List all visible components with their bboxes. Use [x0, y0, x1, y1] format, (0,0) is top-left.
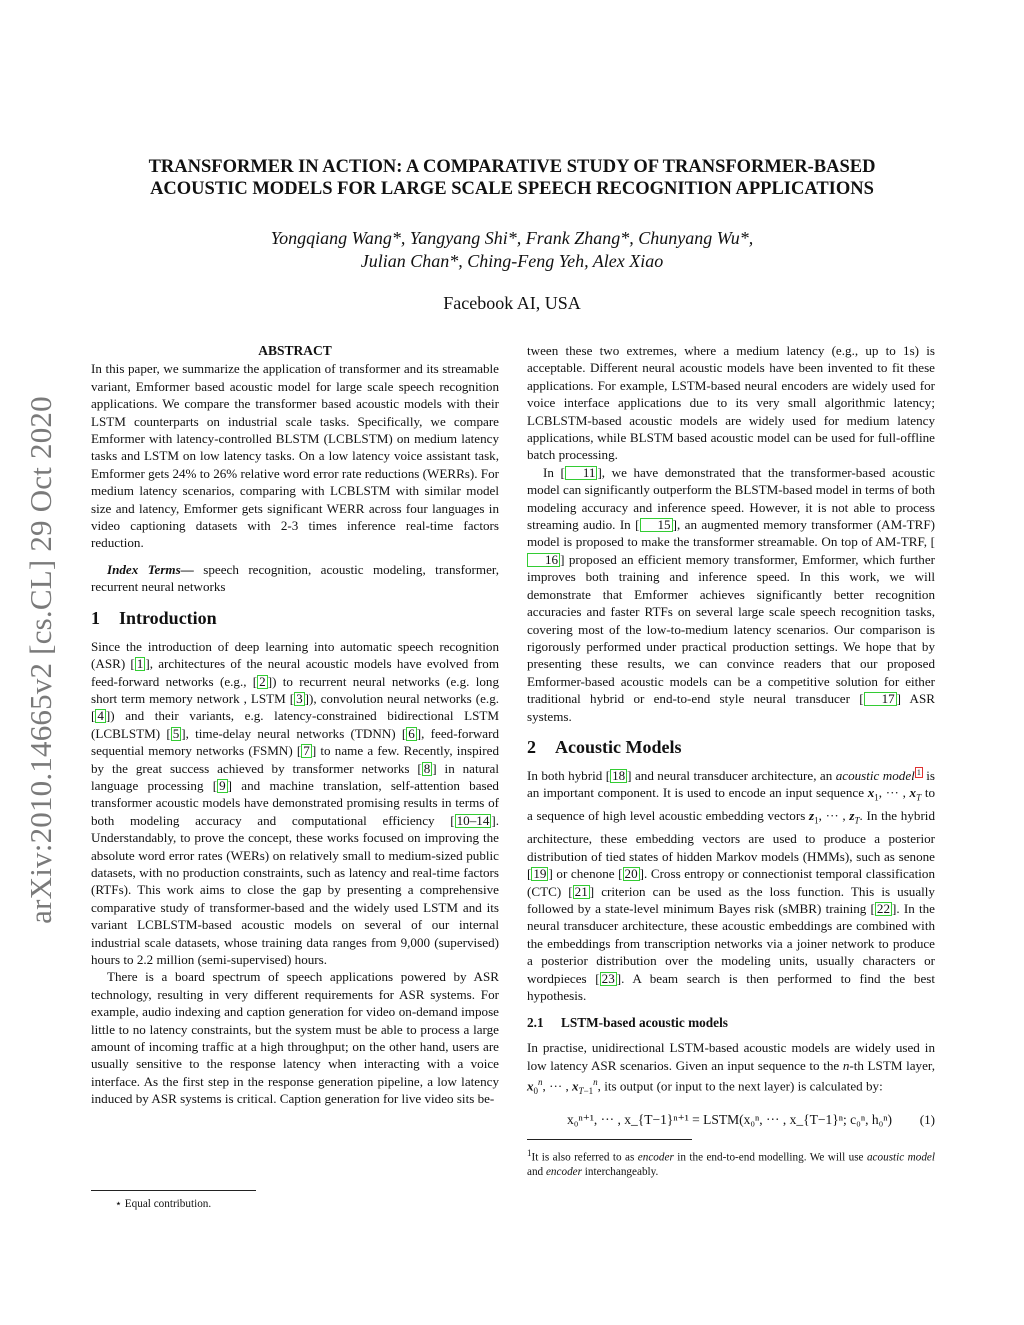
citation-link[interactable]: 22 [876, 901, 890, 916]
index-terms-label: Index Terms— [107, 561, 194, 577]
right-column [527, 342, 935, 1180]
citation-link[interactable]: 8 [423, 760, 431, 776]
acoustic-model-footnote: $^1$It is also referred to as encoder in the end-to-end modelling. We will use acoustic model and encoder interchangeably. [527, 1147, 935, 1179]
intro-paragraph-3: In [ 11 ], we have demonstrated that the transformer-based acoustic model can significantly outperform the BLSTM-based model in terms of both modeling accuracy and inference speed. However, it is not able to process streaming audio. In [ 15 ], an augmented memory transformer (AM-TRF) model is proposed to make the transformer streamable. On top of AM-TRF, [16 ] proposed an efficient memory transformer, Emformer, which further improves both training and inference speed. In this work, we will demonstrate that Emformer achieves significantly better recognition accuracies and faster RTFs on several large scale speech recognition tasks, covering most of the low-to-medium latency scenarios. Our comparison is rigorously performed under practical production settings. We hope that by presenting these results, we can convince readers that our proposed Emformer-based acoustic models can be a competitive solution for either traditional hybrid or end-to-end style neural transducer [ 17 ] ASR systems. [527, 464, 936, 724]
footnote-marker[interactable]: 1 [916, 767, 921, 777]
citation-link[interactable]: 4 [97, 708, 104, 724]
citation-link[interactable]: 15 [640, 518, 673, 532]
arxiv-identifier: arXiv:2010.14665v2 [cs.CL] 29 Oct 2020 [23, 396, 59, 924]
citation-link[interactable]: 21 [574, 883, 588, 899]
citation-link[interactable]: 19 [533, 866, 547, 882]
citation-link[interactable]: 2 [259, 673, 266, 689]
citation-link[interactable]: 7 [303, 743, 310, 759]
footnote-rule [527, 1139, 692, 1140]
authors-line-1: Yongqiang Wang*, Yangyang Shi*, Frank Zhang*, Chunyang Wu*, [270, 228, 754, 248]
index-terms-text: speech recognition, acoustic modeling, transformer, recurrent neural networks [91, 561, 500, 595]
citation-link[interactable]: 11 [565, 466, 598, 480]
equation-1-body: x₀ⁿ⁺¹, ··· , x_{T−1}ⁿ⁺¹ = LSTM(x₀ⁿ, ··· , x_{T−1}ⁿ; c₀ⁿ, h₀ⁿ) [567, 1111, 893, 1127]
citation-link[interactable]: 20 [624, 866, 638, 882]
left-column [91, 342, 499, 1108]
acoustic-models-paragraph: In both hybrid [ 18 ] and neural transducer architecture, an acoustic model $^1$ is an important component. It is used to encode an input sequence $x_1$, ··· , $x_T$ to a sequence of high level acoustic embedding vectors $z_1$, ··· , $z_T$. In the hybrid architecture, these embedding vectors are used to produce a posterior distribution of tied states of hidden Markov models (HMMs), such as senone [ 19 ] or chenone [ 20 ]. Cross entropy or connectionist temporal classification (CTC) [ 21 ] criterion can be used as the loss function. This is usually followed by a state-level minimum Bayes risk (sMBR) training [ 22 ]. In the neural transducer architecture, these acoustic embeddings are combined with the embeddings from transcription networks via a joiner network to produce a posterior distribution over the modeling units, usually characters or wordpieces [ 23 ]. A beam search is then performed to find the best hypothesis. [527, 767, 935, 1004]
citation-link[interactable]: 10–14 [456, 812, 490, 828]
affiliation: Facebook AI, USA [443, 293, 581, 313]
equation-1 [527, 1111, 935, 1133]
lstm-paragraph: In practise, unidirectional LSTM-based acoustic models are widely used in low latency ASR scenarios. Given an input sequence to the n-th LSTM layer, $x_0^n$, ··· , $x_{T-1}^n$, its output (or input to the next layer) is calculated by: [527, 1040, 935, 1097]
citation-link[interactable]: 16 [527, 553, 560, 567]
intro-paragraph-2-cont: tween these two extremes, where a medium latency (e.g., up to 1s) is acceptable. Different neural acoustic models have been invented to fit these applications. For example, LSTM-based neural encoders are widely used for voice interface applications due to its very small algorithmic latency; LCBLSTM-based acoustic models are widely used for medium latency applications, while BLSTM based acoustic model can be used for full-offline batch processing. [527, 343, 935, 463]
citation-link[interactable]: 18 [612, 767, 626, 783]
authors-line-2: Julian Chan*, Ching-Feng Yeh, Alex Xiao [360, 251, 664, 271]
intro-paragraph-2: There is a board spectrum of speech applications powered by ASR technology, resulting in very different requirements for ASR systems. For example, audio indexing and caption generation for video on-demand impose little to no latency constraints, but the system must be able to process a large amount of incoming traffic at a high throughput; on the other hand, users are usually sensitive to the response latency when interacting with a voice interface. As the first step in the response generation pipeline, a low latency induced by ASR systems is critical. Caption generation for live video sits be- [91, 969, 499, 1107]
paper-title [80, 156, 944, 200]
intro-paragraph-1: Since the introduction of deep learning into automatic speech recognition (ASR) [ 1 ], architectures of the neural acoustic models have evolved from feed-forward networks (e.g., [ 2 ]) to recurrent neural networks (e.g. long short term memory network , LSTM [ 3 ]), convolution neural networks (e.g. [ 4 ]) and their variants, e.g. latency-constrained bidirectional LSTM (LCBLSTM) [ 5 ], time-delay neural networks (TDNN) [ 6 ], feed-forward sequential memory networks (FSMN) [ 7 ] to name a few. Recently, inspired by the great success achieved by transformer networks [ 8 ] in natural language processing [ 9 ] and machine translation, self-attention based transformer acoustic models have demonstrated promising results in terms of both modeling accuracy and computational efficiency [ 10–14 ]. Understandably, to prove the concept, these works focused on improving the absolute word error rates (WERs) on relatively small to medium-sized public datasets, with no production constraints, such as latency and real-time factors (RTFs). This work aims to close the gap by presenting a comprehensive comparative study of transformer-based and the widely used LSTM and its variant LCBLSTM-based acoustic models on several of our internal industrial scale datasets, whose training data ranges from 9,000 (supervised) hours to 2.2 million (semi-supervised) hours. [91, 638, 500, 967]
title-line-2: ACOUSTIC MODELS FOR LARGE SCALE SPEECH RECOGNITION APPLICATIONS [150, 179, 874, 199]
abstract-heading: ABSTRACT [258, 343, 332, 358]
citation-link[interactable]: 1 [136, 656, 144, 672]
section-heading-acoustic-models: 2 Acoustic Models [527, 736, 682, 757]
equation-1-number: (1) [919, 1111, 935, 1127]
citation-link[interactable]: 5 [172, 725, 180, 741]
equal-contribution-footnote: ⋆ Equal contribution. [115, 1198, 212, 1210]
citation-link[interactable]: 17 [864, 692, 897, 706]
citation-link[interactable]: 23 [601, 970, 615, 986]
arxiv-sidebar [20, 340, 62, 980]
abstract-text: In this paper, we summarize the application of transformer and its streamable variant, Emformer based acoustic model for large scale speech recognition applications. We compare the transformer based acoustic models with their LSTM counterparts on industrial scale tasks. Specifically, we compare Emformer with latency-controlled BLSTM (LCBLSTM) on medium latency tasks and LSTM on low latency tasks. On a low latency voice assistant task, Emformer gets 24% to 26% relative word error rate reductions (WERRs). For medium latency scenarios, comparing with LCBLSTM with similar model size and latency, Emformer gets significant WERR across four languages in video captioning datasets with 2-3 times inference real-time factors reduction. [91, 361, 499, 551]
citation-link[interactable]: 3 [296, 690, 303, 706]
author-list [80, 227, 944, 273]
title-line-1: TRANSFORMER IN ACTION: A COMPARATIVE STUDY OF TRANSFORMER-BASED [148, 157, 876, 177]
citation-link[interactable]: 9 [219, 777, 226, 793]
citation-link[interactable]: 6 [408, 725, 415, 741]
footnote-rule [91, 1190, 256, 1191]
left-footnote-area [91, 1186, 499, 1212]
subsection-heading-lstm: 2.1 LSTM-based acoustic models [527, 1015, 728, 1031]
index-terms [91, 561, 499, 596]
section-heading-introduction: 1 Introduction [91, 607, 217, 628]
